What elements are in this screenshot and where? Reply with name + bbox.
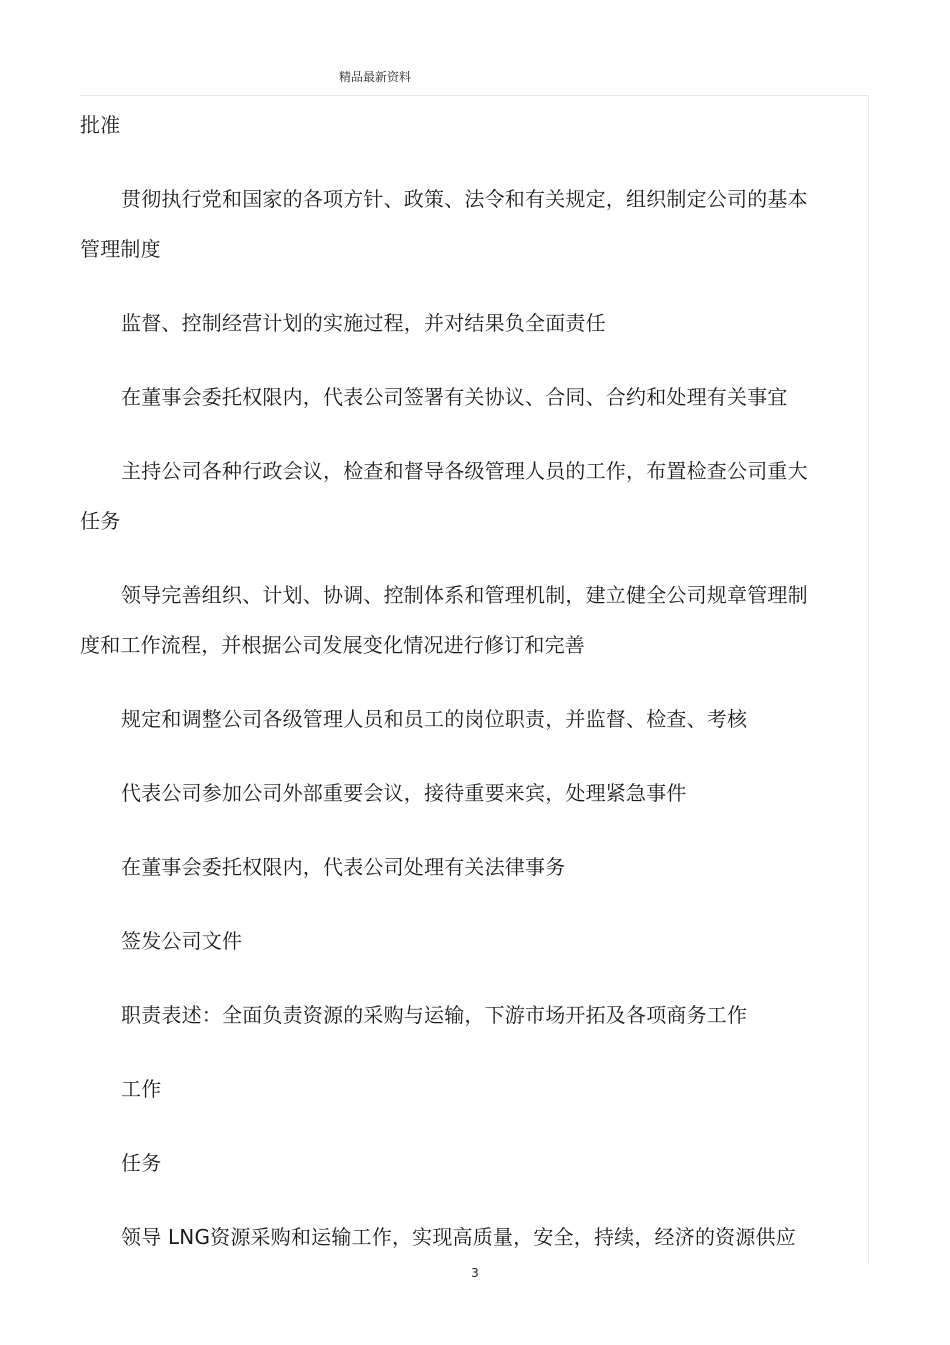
paragraph-approve: 批准 xyxy=(80,113,121,137)
paragraph-supervise: 监督、控制经营计划的实施过程，并对结果负全面责任 xyxy=(121,311,606,335)
page-header-title: 精品最新资料 xyxy=(339,70,412,84)
right-margin-line xyxy=(868,95,869,1265)
paragraph-lng-procurement: 领导 LNG资源采购和运输工作，实现高质量，安全，持续，经济的资源供应 xyxy=(121,1225,796,1249)
paragraph-duty-statement: 职责表述：全面负责资源的采购与运输，下游市场开拓及各项商务工作 xyxy=(121,1003,748,1027)
paragraph-responsibilities: 规定和调整公司各级管理人员和员工的岗位职责，并监督、检查、考核 xyxy=(121,707,748,731)
paragraph-sign-agreements: 在董事会委托权限内，代表公司签署有关协议、合同、合约和处理有关事宜 xyxy=(121,385,788,409)
paragraph-tasks: 任务 xyxy=(121,1151,162,1175)
paragraph-external-meetings: 代表公司参加公司外部重要会议，接待重要来宾，处理紧急事件 xyxy=(121,781,687,805)
document-body xyxy=(80,100,820,1286)
page-number: 3 xyxy=(471,1266,479,1280)
paragraph-policy: 贯彻执行党和国家的各项方针、政策、法令和有关规定，组织制定公司的基本管理制度 xyxy=(80,187,808,261)
paragraph-work: 工作 xyxy=(121,1077,162,1101)
header-divider xyxy=(80,95,869,96)
paragraph-systems: 领导完善组织、计划、协调、控制体系和管理机制，建立健全公司规章管理制度和工作流程，并根据公司发展变化情况进行修订和完善 xyxy=(80,583,808,657)
paragraph-sign-documents: 签发公司文件 xyxy=(121,929,243,953)
paragraph-meetings: 主持公司各种行政会议，检查和督导各级管理人员的工作，布置检查公司重大任务 xyxy=(80,459,808,533)
paragraph-legal-affairs: 在董事会委托权限内，代表公司处理有关法律事务 xyxy=(121,855,566,879)
